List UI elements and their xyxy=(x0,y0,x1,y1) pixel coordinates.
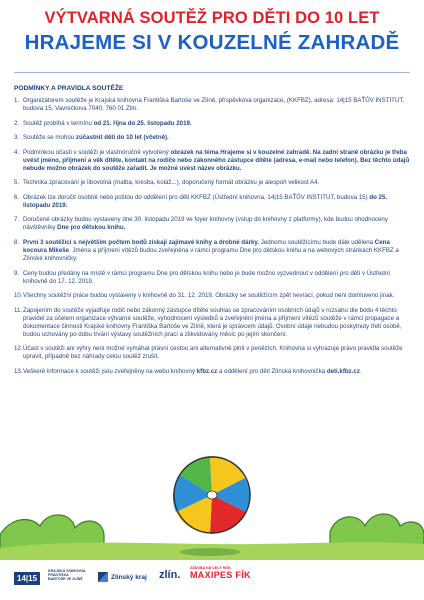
rule-text-part: Ceny budou předány na místě v rámci programu Dne pro dětskou knihu nebo je bude možno vyzvednout v oddělení pro děti v Ústřední knihovně do 17. 12. 2019. xyxy=(23,269,390,285)
rule-number: 1. xyxy=(14,97,20,104)
rule-text xyxy=(23,239,412,263)
rule-item xyxy=(14,120,412,128)
rule-text-part: Všechny soutěžní práce budou vystaveny v knihovně do 31. 12. 2019. Obrázky se soutěžícím zpět nevrací, pokud není domluveno jinak. xyxy=(23,292,395,300)
rule-text-part: Jednomu soutěžícímu bude dále udělena xyxy=(259,238,375,246)
rule-text xyxy=(23,292,412,300)
rule-text-bold: od 21. října do 25. listopadu 2019. xyxy=(93,119,192,127)
rule-number: 3. xyxy=(14,134,20,142)
rule-text xyxy=(23,307,412,339)
kraj-emblem-icon xyxy=(98,572,108,582)
rule-text-part: Soutěž probíhá v termínu xyxy=(23,119,94,127)
rule-text-part: Účast v soutěži ani výhry není možné vymáhat právní cestou ani alternativně plnit v penězích. Knihovna si vyhrazuje právo pravidla soutěže upravit, případně bez náhrady celou soutěž zrušit. xyxy=(23,345,403,361)
rule-text xyxy=(23,97,412,113)
rule-item xyxy=(14,307,412,339)
rule-text-part: . xyxy=(359,367,362,375)
rule-item xyxy=(14,345,412,361)
rule-number: 7. xyxy=(14,216,20,224)
rule-text-part: Zapojením do soutěže vyjadřuje rodič nebo zákonný zástupce dítěte souhlas se zpracováním osobních údajů v rozsahu dle bodu 4 těchto pravidel za účelem organizace výtvarné soutěže, vyhodnocení výsledků a zveřejnění jména a příjmení vítězů soutěže v rámci propagace a dokumentace činnosti Krajské knihovny Františka Bartoše ve Zlíně, která je správcem údajů. Osobní údaje nebudou poskytnuty třetí osobě, budou uchovány po dobu trvání výstavy soutěžních prací a zlikvidovány měsíc po jejím skončení. xyxy=(23,306,402,338)
rule-text xyxy=(23,179,412,187)
rule-text-bold: zúčastnit děti do 10 let (včetně). xyxy=(75,134,169,142)
rule-text-part: Technika zpracování je libovolná (malba, kresba, koláž...), doporučený formát obrázku je alespoň velikost A4. xyxy=(23,179,320,187)
competition-theme-title: HRAJEME SI V KOUZELNÉ ZAHRADĚ xyxy=(24,31,400,54)
rule-text-part: Doručené obrázky budou vystaveny dne 30. listopadu 2019 ve foyer knihovny (vstup do knihovny z platformy), kde budou ohodnoceny návštěvníky xyxy=(23,216,388,232)
rule-text xyxy=(23,270,412,286)
rule-text-bold: Dne pro dětskou knihu. xyxy=(57,224,126,232)
rule-item xyxy=(14,134,412,142)
rule-text-bold: kfbz.cz xyxy=(196,367,218,375)
logo-1415: 14|15 xyxy=(14,572,40,585)
beach-ball xyxy=(173,457,250,533)
rule-number: 6. xyxy=(14,193,20,201)
logo-zlinsky-kraj: Zlínský kraj xyxy=(98,572,147,582)
rule-text-part: Podmínkou účasti v soutěži je vlastnoručně vytvořený xyxy=(23,148,171,156)
rule-number: 2. xyxy=(14,119,20,127)
logo-maxipes-fik: ZÁSOBA NA CELÝ ROK MAXIPES FÍK xyxy=(190,566,251,580)
rule-text-part: Obrázek lze doručit osobně nebo poštou do oddělení pro děti KKFBZ (Ústřední knihovna, 14|15 BAŤŮV INSTITUT, budova 15) xyxy=(23,193,370,201)
rule-text xyxy=(23,345,412,361)
rule-item xyxy=(14,239,412,263)
rule-text-bold: do 25. listopadu 2019. xyxy=(23,193,388,209)
rule-text xyxy=(23,120,412,128)
rule-number: 4. xyxy=(14,148,20,156)
rule-text xyxy=(23,134,412,142)
rule-text-bold: První 3 soutěžící s největším počtem bodů získají zajímavé knihy a drobné dárky. xyxy=(23,238,260,246)
rule-number: 13. xyxy=(14,367,23,375)
sponsor-footer xyxy=(0,560,424,600)
rule-text-bold: Cena kocoura Mikeše xyxy=(23,238,390,254)
rule-text-part: Veškeré informace k soutěži jsou zveřejněny na webu knihovny xyxy=(23,367,197,375)
rule-item xyxy=(14,97,412,113)
rule-text-bold: obrázek na téma Hrajeme si v kouzelné zahradě. Na zadní straně obrázku je třeba uvést jméno, příjmení a věk dítěte, kontakt na rodiče nebo zákonného zástupce dítěte (adresa, e-mail nebo telefon). Bez těchto údajů nebude možno obrázek do soutěže zařadit. Je možné uvést název obrázku. xyxy=(23,148,410,172)
rule-item xyxy=(14,179,412,187)
rule-text-part: Organizátorem soutěže je Krajská knihovna Františka Bartoše ve Zlíně, příspěvková organizace, (KKFBZ), adresa: 14|15 BAŤŮV INSTITUT, budova 15, Vavrečkova 7040, 760 01 Zlín. xyxy=(23,97,405,113)
logo-zlin: zlín. xyxy=(159,569,181,581)
rule-number: 10. xyxy=(14,292,23,300)
rule-item xyxy=(14,368,412,376)
garden-illustration xyxy=(0,440,424,565)
rule-item xyxy=(14,194,412,210)
rule-text-part: Soutěže se mohou xyxy=(23,134,76,142)
rule-number: 9. xyxy=(14,269,20,277)
ball-shadow xyxy=(180,548,240,556)
rule-number: 5. xyxy=(14,179,20,187)
logo-kkfbz: KRAJSKÁ KNIHOVNA FRANTIŠKA BARTOŠE VE ZLÍNĚ xyxy=(48,569,86,582)
divider-top xyxy=(14,72,410,73)
rule-text-bold: deti.kfbz.cz xyxy=(326,367,360,375)
rule-item xyxy=(14,149,412,173)
rule-number: 8. xyxy=(14,238,20,246)
rules-list xyxy=(14,97,412,382)
rule-text-part: . Jména a příjmení vítězů budou zveřejněna v rámci programu Dne pro dětskou knihu a na webových stránkách KKFBZ a Zlínské knihovničky. xyxy=(23,246,399,263)
competition-title: VÝTVARNÁ SOUTĚŽ PRO DĚTI DO 10 LET xyxy=(44,9,380,27)
rule-text xyxy=(23,216,412,232)
rule-text xyxy=(23,194,412,210)
rules-heading: PODMÍNKY A PRAVIDLA SOUTĚŽE xyxy=(14,85,124,92)
rule-number: 11. xyxy=(14,306,23,314)
rule-item xyxy=(14,270,412,286)
rule-text xyxy=(23,368,412,376)
rule-text-part: a oddělení pro děti Zlínská knihovnička xyxy=(217,367,327,375)
rule-item xyxy=(14,216,412,232)
rule-text xyxy=(23,149,412,173)
rule-item xyxy=(14,292,412,300)
rule-number: 12. xyxy=(14,345,23,353)
